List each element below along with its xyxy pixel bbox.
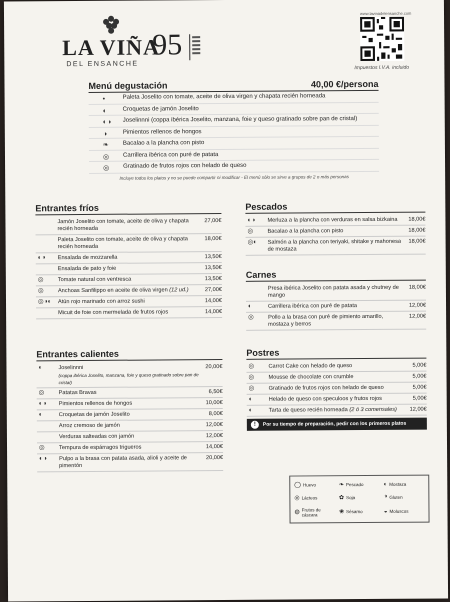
item-price: 6,50€: [208, 388, 223, 395]
item-name: Carrillera ibérica con puré de patata: [268, 302, 358, 310]
item-name: Tempura de espárragos trigueros: [59, 444, 142, 451]
brand-name: LA VIÑA: [62, 34, 161, 61]
item-name: Carrot Cake con helado de queso: [268, 362, 353, 370]
section-title: Carnes: [246, 269, 426, 282]
allergen-icon: ❧: [102, 141, 109, 149]
menu-item: [247, 405, 427, 417]
section-title: Entrantes fríos: [35, 202, 221, 215]
nuts-icon: ◍: [294, 509, 300, 516]
allergen-icon: ◑: [102, 130, 108, 138]
item-name: Paleta Joselito con tomate, aceite de oliva y chapata recién horneada: [57, 235, 188, 250]
item-price: 14,00€: [204, 308, 223, 315]
legend-label: Pescado: [345, 482, 364, 488]
item-price: 5,00€: [412, 395, 427, 402]
item-price: 13,50€: [204, 264, 222, 271]
allergen-icon: ◎: [103, 164, 110, 172]
section-title: Entrantes calientes: [36, 348, 222, 361]
legend-label: Frutos de cáscara: [301, 507, 321, 518]
item-price: 18,00€: [408, 227, 426, 234]
item-name: [58, 364, 205, 386]
meat-section: [246, 269, 426, 331]
allergen-icon: ◎: [37, 287, 44, 295]
allergen-icon: ◐: [248, 406, 253, 414]
egg-icon: ◯: [294, 482, 302, 489]
item-name: Pollo a la brasa con puré de pimiento amarillo, mostaza y berros: [268, 313, 384, 328]
allergen-icon: ◐◑: [38, 400, 47, 408]
item-price: 12,00€: [409, 406, 427, 413]
legend-item: [294, 505, 335, 520]
list-item-text: Gratinado de frutos rojos con helado de queso: [123, 162, 247, 170]
item-price: 10,00€: [205, 399, 223, 406]
item-price: 13,50€: [204, 275, 222, 282]
item-name: Salmón a la plancha con teriyaki, shitake y mahonesa de mostaza: [267, 238, 402, 253]
item-price: 12,00€: [408, 313, 427, 320]
legend-item: [384, 504, 425, 519]
item-name: Verduras salteadas con jamón: [58, 433, 135, 440]
list-item-text: Paleta Joselito con tomate, aceite de oliva virgen y chapata recién horneada: [122, 93, 326, 101]
anniversary-number: 95: [152, 28, 183, 62]
legend-label: Lácteos: [301, 495, 318, 501]
item-price: 27,00€: [204, 286, 222, 293]
item-name: Arroz cremoso de jamón: [58, 422, 120, 429]
mustard-icon: ◐: [383, 481, 388, 488]
menu-page: [4, 0, 448, 602]
tasting-menu-note: Incluye todos los platos y no se puede compartir ni modificar - El menú sólo se sirve a grupos de 2 o más personas: [119, 173, 349, 181]
tasting-menu: [88, 79, 379, 181]
item-price: 13,50€: [204, 253, 222, 260]
years-mark: [189, 34, 199, 60]
item-name-text: Anchoas Sanfilippo en aceite de oliva virgen: [57, 286, 168, 294]
section-title: Postres: [246, 347, 426, 360]
gluten-icon: ◑: [383, 494, 388, 501]
item-name: [58, 287, 205, 295]
item-price: 5,00€: [412, 362, 427, 369]
warning-icon: !: [251, 421, 259, 429]
legend-item: [339, 504, 380, 519]
sesame-icon: ❀: [339, 509, 345, 516]
dairy-icon: ◎: [294, 495, 300, 502]
item-price: 14,00€: [204, 297, 223, 304]
section-title: Pescados: [245, 201, 425, 214]
tasting-menu-price: 40,00 €/persona: [310, 78, 379, 90]
menu-item: [36, 307, 222, 319]
legend-item: [384, 491, 425, 503]
allergen-icon: ◎: [38, 389, 45, 397]
menu-item: [246, 237, 426, 256]
allergen-icon: •: [102, 95, 106, 103]
item-name: Pulpo a la brasa con patata asada, alioli y aceite de pimentón: [59, 454, 187, 469]
allergen-icon: ◐◑: [37, 254, 46, 262]
menu-item: [36, 234, 222, 253]
legend-item: [294, 479, 335, 491]
item-name: Ensalada de pato y foie: [57, 265, 117, 272]
allergen-icon: ◐: [248, 302, 253, 310]
allergen-icon: ◎: [39, 444, 45, 452]
qr-url: www.lavinadelensanche.com: [359, 10, 412, 17]
item-name: Croquetas de jamón Joselito: [58, 411, 130, 418]
item-price: 12,00€: [205, 421, 223, 428]
allergen-legend: [289, 475, 429, 524]
allergen-icon: ◎: [248, 313, 254, 321]
legend-label: Gluten: [389, 494, 403, 500]
item-name-text: Joselinnni: [58, 364, 84, 371]
legend-item: [339, 479, 380, 491]
allergen-icon: ◐: [38, 411, 43, 419]
logo: [62, 14, 192, 69]
item-price: 20,00€: [205, 454, 224, 461]
list-item-text: Croquetas de jamón Joselito: [122, 105, 199, 113]
allergen-icon: ◎: [248, 373, 255, 381]
allergen-icon: ◐◑: [102, 118, 112, 126]
tasting-menu-title: Menú degustación: [88, 80, 168, 91]
list-item-text: Carrillera ibérica con puré de patata: [122, 151, 219, 159]
list-item-text: Bacalao a la plancha con pisto: [122, 140, 205, 147]
menu-item: [35, 216, 221, 235]
tax-note: Impuestos I.V.A. incluido: [354, 64, 410, 72]
soy-icon: ✿: [339, 495, 345, 502]
item-note: (2 ó 3 comensales): [349, 406, 397, 413]
legend-label: Soja: [346, 495, 356, 501]
item-name: Pimientos rellenos de hongos: [58, 400, 133, 407]
allergen-icon: ◐◑: [247, 216, 256, 224]
legend-label: Mostaza: [389, 482, 407, 488]
list-item-text: Pimientos rellenos de hongos: [122, 128, 202, 136]
fish-icon: ❧: [338, 482, 345, 489]
item-name: Jamón Joselito con tomate, aceite de oliva y chapata recién horneada: [57, 217, 189, 232]
allergen-icon: ◐: [248, 395, 253, 403]
item-price: 18,00€: [408, 284, 426, 291]
item-price: 5,00€: [412, 384, 427, 391]
item-name: Micuit de foie con mermelada de frutos rojos: [58, 308, 169, 316]
allergen-icon: ◎◑◐: [37, 298, 52, 306]
menu-item: [36, 362, 222, 388]
mollusc-icon: ◒: [383, 508, 388, 515]
item-price: 18,00€: [408, 216, 426, 223]
menu-item: [246, 283, 426, 302]
legend-label: Moluscos: [389, 508, 409, 515]
item-name-text: Tarta de queso recién horneada: [268, 406, 348, 414]
item-name: Bacalao a la plancha con pisto: [267, 227, 344, 235]
item-name: Atún rojo marinado con arroz sushi: [57, 298, 145, 305]
fish-section: [245, 201, 425, 256]
item-name: [269, 406, 410, 414]
item-note: (coppa ibérica Joselito, manzana, foie y queso gratinado sobre pan de cristal): [58, 371, 199, 385]
legend-item: [339, 492, 380, 504]
allergen-icon: ◎: [248, 362, 255, 370]
item-price: 20,00€: [205, 363, 223, 370]
allergen-icon: ◎: [102, 153, 110, 161]
item-note: (12 ud.): [169, 286, 189, 293]
desserts-section: [246, 347, 427, 431]
item-price: 27,00€: [204, 217, 222, 224]
item-name: Gratinado de frutos rojos con helado de queso: [268, 384, 384, 392]
cold-starters-section: [35, 202, 222, 319]
menu-item: [37, 453, 223, 472]
item-price: 18,00€: [204, 235, 222, 242]
item-name: Mousse de chocolate con crumble: [268, 373, 354, 381]
item-price: 5,00€: [412, 373, 427, 380]
allergen-icon: ◎: [248, 384, 255, 392]
preparation-notice: [247, 418, 427, 431]
legend-item: [294, 492, 335, 504]
item-price: 18,00€: [408, 238, 426, 245]
item-name: Tomate natural con ventresca: [57, 276, 132, 283]
allergen-icon: ◐: [38, 364, 43, 372]
grape-icon: [98, 13, 124, 35]
allergen-icon: ◐: [102, 107, 107, 115]
item-name: Helado de queso con speculoos y frutos rojos: [268, 395, 382, 403]
tasting-menu-list: [89, 91, 380, 174]
preparation-notice-text: Por su tiempo de preparación, pedir con los primeros platos: [262, 420, 407, 428]
item-price: 12,00€: [408, 302, 427, 309]
item-name: Presa ibérica Joselito con patata asada y chutney de mango: [267, 284, 399, 299]
item-name: Merluza a la plancha con verduras en salsa bizkaina: [267, 216, 398, 224]
brand-subtitle: DEL ENSANCHE: [66, 60, 139, 69]
allergen-icon: ◎◐: [247, 238, 258, 246]
item-price: 12,00€: [205, 432, 223, 439]
menu-item: [246, 312, 426, 331]
allergen-icon: ◎: [37, 276, 44, 284]
legend-label: Huevo: [302, 482, 317, 488]
item-price: 14,00€: [205, 443, 224, 450]
item-name: Ensalada de mozzarella: [57, 254, 118, 261]
allergen-icon: ◎: [247, 227, 254, 235]
legend-label: Sésamo: [346, 509, 363, 515]
item-price: 8,00€: [208, 410, 223, 417]
hot-starters-section: [36, 348, 223, 472]
list-item: [89, 160, 379, 174]
list-item-text: Joselinnni (coppa ibérica Joselito, manzana, foie y queso gratinado sobre pan de cristal): [122, 116, 358, 124]
item-name: Patatas Bravas: [58, 389, 97, 396]
allergen-icon: ◐◑: [39, 455, 47, 463]
legend-item: [384, 479, 425, 491]
qr-code[interactable]: [360, 17, 404, 61]
